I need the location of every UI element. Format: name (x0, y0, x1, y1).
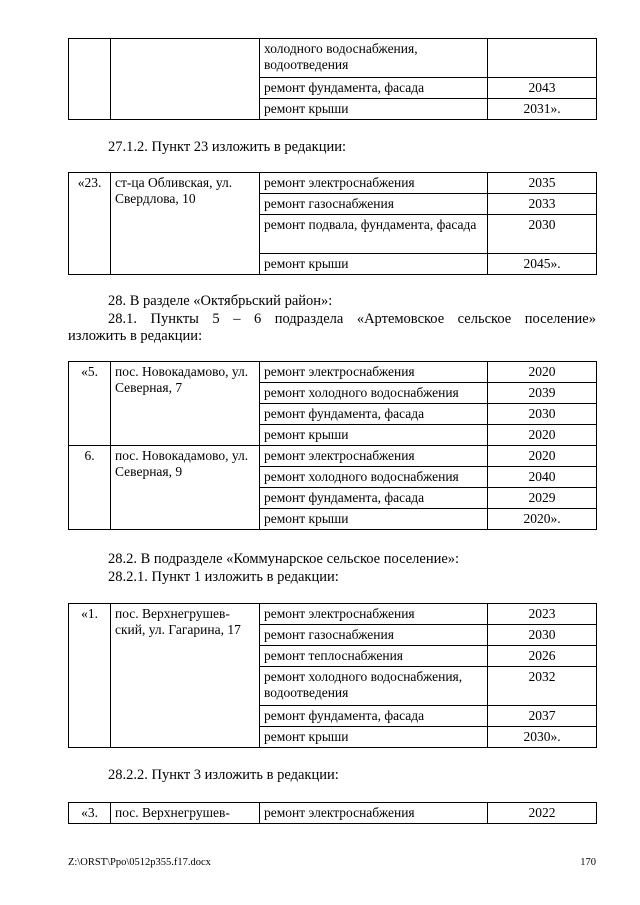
work-cell: ремонт фундамента, фасада (260, 78, 488, 99)
work-cell: ремонт крыши (260, 254, 488, 275)
num-cell: «23. (69, 173, 111, 275)
year-cell: 2030». (488, 727, 597, 748)
work-cell: ремонт холодного водоснабжения (260, 383, 488, 404)
table-continuation (68, 38, 597, 120)
num-cell: «5. (69, 362, 111, 446)
address-cell: пос. Новокадамово, ул. Северная, 7 (111, 362, 260, 446)
work-cell: ремонт фундамента, фасада (260, 706, 488, 727)
year-cell: 2035 (488, 173, 597, 194)
work-cell: ремонт крыши (260, 425, 488, 446)
paragraph: 28.2.2. Пункт 3 изложить в редакции: (108, 767, 339, 783)
address-cell (111, 39, 260, 120)
work-cell: ремонт электроснабжения (260, 362, 488, 383)
year-cell: 2033 (488, 194, 597, 215)
paragraph: 28.2.1. Пункт 1 изложить в редакции: (108, 569, 339, 585)
num-cell: 6. (69, 446, 111, 530)
table-row (69, 39, 597, 78)
year-cell: 2043 (488, 78, 597, 99)
year-cell: 2020 (488, 425, 597, 446)
table-item-23 (68, 172, 597, 275)
year-cell: 2023 (488, 604, 597, 625)
num-cell (69, 39, 111, 120)
work-cell: ремонт подвала, фундамента, фасада (260, 215, 488, 254)
work-cell: ремонт крыши (260, 727, 488, 748)
table-row (69, 604, 597, 625)
work-cell: ремонт газоснабжения (260, 194, 488, 215)
work-cell: ремонт электроснабжения (260, 173, 488, 194)
year-cell: 2039 (488, 383, 597, 404)
work-cell: ремонт электроснабжения (260, 446, 488, 467)
paragraph: 28. В разделе «Октябрьский район»: (108, 293, 333, 309)
address-cell: пос. Верхнегрушев-ский, ул. Гагарина, 17 (111, 604, 260, 748)
year-cell: 2032 (488, 667, 597, 706)
year-cell: 2020 (488, 446, 597, 467)
year-cell (488, 39, 597, 78)
year-cell: 2022 (488, 803, 597, 824)
work-cell: ремонт холодного водоснабжения (260, 467, 488, 488)
table-row (69, 362, 597, 383)
address-cell: пос. Верхнегрушев- (111, 803, 260, 824)
year-cell: 2030 (488, 404, 597, 425)
work-cell: ремонт холодного водоснабжения, водоотведения (260, 667, 488, 706)
table-row (69, 446, 597, 467)
work-cell: ремонт электроснабжения (260, 604, 488, 625)
year-cell: 2037 (488, 706, 597, 727)
year-cell: 2040 (488, 467, 597, 488)
work-cell: холодного водоснабжения, водоотведения (260, 39, 488, 78)
year-cell: 2031». (488, 99, 597, 120)
table-row (69, 803, 597, 824)
year-cell: 2030 (488, 215, 597, 254)
paragraph: 28.2. В подразделе «Коммунарское сельское поселение»: (108, 551, 460, 567)
table-item-1 (68, 603, 597, 748)
work-cell: ремонт крыши (260, 99, 488, 120)
work-cell: ремонт фундамента, фасада (260, 488, 488, 509)
work-cell: ремонт газоснабжения (260, 625, 488, 646)
address-cell: ст-ца Обливская, ул. Свердлова, 10 (111, 173, 260, 275)
footer-path: Z:\ORST\Ppo\0512p355.f17.docx (68, 857, 211, 868)
work-cell: ремонт электроснабжения (260, 803, 488, 824)
year-cell: 2026 (488, 646, 597, 667)
num-cell: «1. (69, 604, 111, 748)
page-number: 170 (580, 857, 596, 868)
year-cell: 2020 (488, 362, 597, 383)
table-items-5-6 (68, 361, 597, 530)
paragraph: 28.1. Пункты 5 – 6 подраздела «Артемовское сельское поселение» (108, 311, 596, 327)
work-cell: ремонт крыши (260, 509, 488, 530)
address-cell: пос. Новокадамово, ул. Северная, 9 (111, 446, 260, 530)
table-row (69, 173, 597, 194)
year-cell: 2029 (488, 488, 597, 509)
work-cell: ремонт фундамента, фасада (260, 404, 488, 425)
year-cell: 2020». (488, 509, 597, 530)
num-cell: «3. (69, 803, 111, 824)
year-cell: 2045». (488, 254, 597, 275)
work-cell: ремонт теплоснабжения (260, 646, 488, 667)
table-item-3 (68, 802, 597, 824)
year-cell: 2030 (488, 625, 597, 646)
paragraph: 27.1.2. Пункт 23 изложить в редакции: (108, 139, 347, 155)
paragraph: изложить в редакции: (68, 328, 203, 344)
